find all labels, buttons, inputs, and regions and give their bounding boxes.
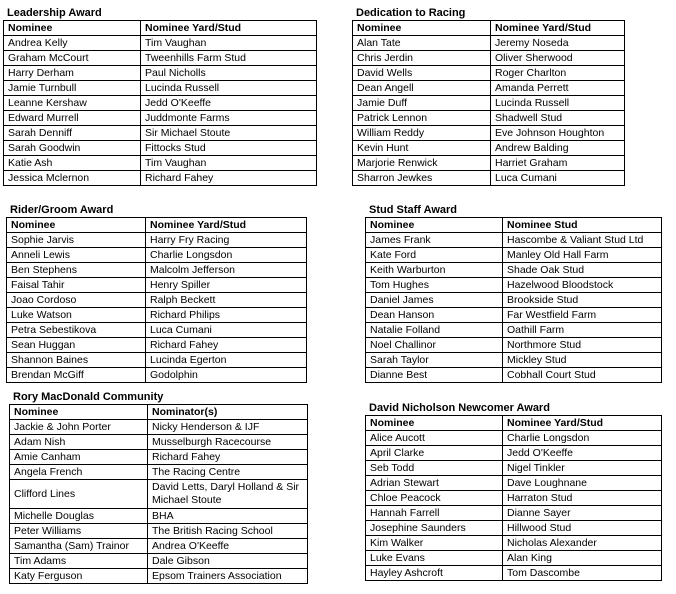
table-row (366, 491, 662, 506)
nominee-cell: William Reddy (353, 126, 491, 141)
nominee-cell: Faisal Tahir (7, 278, 146, 293)
yard-cell: Roger Charlton (491, 66, 625, 81)
section-title: David Nicholson Newcomer Award (369, 402, 550, 414)
table-row (10, 569, 308, 584)
nominee-column-header: Nominee (10, 405, 148, 420)
table-row (4, 126, 317, 141)
yard-cell: Harry Fry Racing (146, 233, 307, 248)
nominee-cell: Harry Derham (4, 66, 141, 81)
table-row (366, 233, 662, 248)
nominee-cell: Jamie Turnbull (4, 81, 141, 96)
table-row (366, 263, 662, 278)
nominee-cell: Dean Angell (353, 81, 491, 96)
rider-groom-award-section (6, 204, 307, 383)
yard-cell: Charlie Longsdon (146, 248, 307, 263)
nominee-cell: Noel Challinor (366, 338, 503, 353)
table-row (366, 368, 662, 383)
table-row (7, 263, 307, 278)
nominee-cell: Petra Sebestikova (7, 323, 146, 338)
yard-cell: Tweenhills Farm Stud (141, 51, 317, 66)
nominee-cell: Sarah Goodwin (4, 141, 141, 156)
table-row (10, 480, 308, 509)
table-row (7, 323, 307, 338)
nominee-cell: Anneli Lewis (7, 248, 146, 263)
yard-cell: Harriet Graham (491, 156, 625, 171)
yard-cell: Andrew Balding (491, 141, 625, 156)
table-header-row (10, 405, 308, 420)
nominee-cell: Kate Ford (366, 248, 503, 263)
table-header-row (366, 218, 662, 233)
table-row (366, 446, 662, 461)
yard-cell: Tom Dascombe (503, 566, 662, 581)
nominee-table (352, 20, 625, 186)
nominee-cell: Joao Cordoso (7, 293, 146, 308)
yard-cell: David Letts, Daryl Holland & Sir Michael Stoute (148, 480, 308, 509)
yard-cell: BHA (148, 509, 308, 524)
table-row (7, 338, 307, 353)
stud-staff-award-section (365, 204, 662, 383)
yard-cell: Juddmonte Farms (141, 111, 317, 126)
yard-cell: Jeremy Noseda (491, 36, 625, 51)
yard-cell: Musselburgh Racecourse (148, 435, 308, 450)
yard-cell: Oliver Sherwood (491, 51, 625, 66)
table-row (7, 278, 307, 293)
yard-cell: Shade Oak Stud (503, 263, 662, 278)
table-row (366, 293, 662, 308)
nominee-cell: Tom Hughes (366, 278, 503, 293)
nominee-cell: Jessica Mclernon (4, 171, 141, 186)
table-row (366, 323, 662, 338)
yard-cell: Cobhall Court Stud (503, 368, 662, 383)
table-row (366, 566, 662, 581)
table-row (366, 278, 662, 293)
table-row (353, 66, 625, 81)
yard-cell: Lucinda Russell (141, 81, 317, 96)
table-row (366, 521, 662, 536)
nominee-cell: Daniel James (366, 293, 503, 308)
nominee-column-header: Nominee (366, 416, 503, 431)
table-row (366, 338, 662, 353)
nominee-cell: Keith Warburton (366, 263, 503, 278)
nominee-cell: Alan Tate (353, 36, 491, 51)
nominee-cell: Peter Williams (10, 524, 148, 539)
yard-cell: Shadwell Stud (491, 111, 625, 126)
nominee-cell: Adrian Stewart (366, 476, 503, 491)
table-row (7, 248, 307, 263)
table-row (353, 51, 625, 66)
table-row (10, 450, 308, 465)
nominee-cell: Angela French (10, 465, 148, 480)
nominee-cell: Kim Walker (366, 536, 503, 551)
table-row (4, 156, 317, 171)
yard-cell: Epsom Trainers Association (148, 569, 308, 584)
yard-column-header: Nominee Yard/Stud (491, 21, 625, 36)
nominee-cell: Sophie Jarvis (7, 233, 146, 248)
nominee-cell: Hannah Farrell (366, 506, 503, 521)
yard-cell: Jedd O'Keeffe (141, 96, 317, 111)
nominee-cell: Ben Stephens (7, 263, 146, 278)
nominee-cell: Luke Evans (366, 551, 503, 566)
nominee-table (6, 217, 307, 383)
yard-cell: The British Racing School (148, 524, 308, 539)
yard-cell: Luca Cumani (491, 171, 625, 186)
section-title: Dedication to Racing (356, 7, 466, 19)
yard-cell: Dave Loughnane (503, 476, 662, 491)
yard-cell: Oathill Farm (503, 323, 662, 338)
table-row (366, 476, 662, 491)
nominee-cell: Jackie & John Porter (10, 420, 148, 435)
dedication-to-racing-section (352, 7, 625, 186)
table-row (353, 111, 625, 126)
nominee-cell: Clifford Lines (10, 480, 148, 509)
table-row (353, 156, 625, 171)
leadership-award-section (3, 7, 317, 186)
nominee-cell: Chloe Peacock (366, 491, 503, 506)
table-row (4, 111, 317, 126)
nominee-cell: David Wells (353, 66, 491, 81)
table-row (353, 171, 625, 186)
table-row (7, 293, 307, 308)
table-row (10, 509, 308, 524)
yard-cell: Nicholas Alexander (503, 536, 662, 551)
table-row (366, 308, 662, 323)
table-row (366, 551, 662, 566)
table-row (366, 248, 662, 263)
table-row (10, 435, 308, 450)
table-header-row (353, 21, 625, 36)
david-nicholson-newcomer-award-section (365, 402, 662, 581)
nominee-cell: Hayley Ashcroft (366, 566, 503, 581)
table-row (353, 126, 625, 141)
yard-cell: Richard Fahey (146, 338, 307, 353)
nominee-table (3, 20, 317, 186)
yard-cell: Brookside Stud (503, 293, 662, 308)
yard-cell: Henry Spiller (146, 278, 307, 293)
nominee-cell: Natalie Folland (366, 323, 503, 338)
nominee-cell: Tim Adams (10, 554, 148, 569)
table-header-row (366, 416, 662, 431)
table-row (10, 539, 308, 554)
yard-cell: The Racing Centre (148, 465, 308, 480)
nominee-cell: Graham McCourt (4, 51, 141, 66)
table-row (366, 536, 662, 551)
nominee-cell: Marjorie Renwick (353, 156, 491, 171)
yard-cell: Jedd O'Keeffe (503, 446, 662, 461)
nominee-cell: Jamie Duff (353, 96, 491, 111)
table-row (353, 96, 625, 111)
yard-cell: Mickley Stud (503, 353, 662, 368)
yard-cell: Dianne Sayer (503, 506, 662, 521)
table-row (353, 81, 625, 96)
yard-cell: Luca Cumani (146, 323, 307, 338)
yard-cell: Hillwood Stud (503, 521, 662, 536)
section-title: Rider/Groom Award (10, 204, 114, 216)
nominee-column-header: Nominee (353, 21, 491, 36)
section-title: Stud Staff Award (369, 204, 458, 216)
table-header-row (7, 218, 307, 233)
table-row (7, 308, 307, 323)
table-row (366, 353, 662, 368)
yard-cell: Lucinda Egerton (146, 353, 307, 368)
table-row (366, 461, 662, 476)
nominee-cell: April Clarke (366, 446, 503, 461)
table-row (366, 506, 662, 521)
table-row (353, 36, 625, 51)
nominee-cell: James Frank (366, 233, 503, 248)
yard-cell: Fittocks Stud (141, 141, 317, 156)
yard-column-header: Nominee Yard/Stud (503, 416, 662, 431)
nominee-cell: Dianne Best (366, 368, 503, 383)
nominee-cell: Adam Nish (10, 435, 148, 450)
nominee-column-header: Nominee (4, 21, 141, 36)
nominee-cell: Edward Murrell (4, 111, 141, 126)
yard-cell: Richard Philips (146, 308, 307, 323)
table-row (4, 141, 317, 156)
yard-cell: Tim Vaughan (141, 156, 317, 171)
table-row (4, 51, 317, 66)
table-row (4, 171, 317, 186)
nominee-table (9, 404, 308, 584)
nominee-cell: Samantha (Sam) Trainor (10, 539, 148, 554)
nominee-cell: Leanne Kershaw (4, 96, 141, 111)
nominee-cell: Sarah Taylor (366, 353, 503, 368)
nominee-cell: Dean Hanson (366, 308, 503, 323)
table-row (10, 420, 308, 435)
nominee-cell: Sharron Jewkes (353, 171, 491, 186)
yard-cell: Richard Fahey (148, 450, 308, 465)
nominee-column-header: Nominee (7, 218, 146, 233)
yard-cell: Manley Old Hall Farm (503, 248, 662, 263)
yard-column-header: Nominee Stud (503, 218, 662, 233)
section-title: Rory MacDonald Community (13, 391, 164, 403)
yard-cell: Malcolm Jefferson (146, 263, 307, 278)
nominee-cell: Brendan McGiff (7, 368, 146, 383)
table-row (4, 66, 317, 81)
yard-cell: Eve Johnson Houghton (491, 126, 625, 141)
yard-cell: Richard Fahey (141, 171, 317, 186)
nominee-cell: Shannon Baines (7, 353, 146, 368)
yard-column-header: Nominee Yard/Stud (146, 218, 307, 233)
yard-cell: Andrea O'Keeffe (148, 539, 308, 554)
nominee-cell: Seb Todd (366, 461, 503, 476)
nominee-cell: Sean Huggan (7, 338, 146, 353)
nominee-cell: Patrick Lennon (353, 111, 491, 126)
yard-cell: Lucinda Russell (491, 96, 625, 111)
table-row (7, 368, 307, 383)
nominee-table (365, 217, 662, 383)
yard-cell: Tim Vaughan (141, 36, 317, 51)
yard-cell: Nigel Tinkler (503, 461, 662, 476)
yard-cell: Harraton Stud (503, 491, 662, 506)
yard-cell: Godolphin (146, 368, 307, 383)
nominee-cell: Amie Canham (10, 450, 148, 465)
yard-column-header: Nominator(s) (148, 405, 308, 420)
table-row (10, 554, 308, 569)
yard-cell: Hascombe & Valiant Stud Ltd (503, 233, 662, 248)
table-row (7, 353, 307, 368)
nominee-cell: Katy Ferguson (10, 569, 148, 584)
section-title: Leadership Award (7, 7, 102, 19)
nominee-cell: Michelle Douglas (10, 509, 148, 524)
table-row (10, 465, 308, 480)
table-row (10, 524, 308, 539)
nominee-cell: Chris Jerdin (353, 51, 491, 66)
yard-cell: Sir Michael Stoute (141, 126, 317, 141)
nominee-cell: Alice Aucott (366, 431, 503, 446)
yard-cell: Nicky Henderson & IJF (148, 420, 308, 435)
nominee-cell: Andrea Kelly (4, 36, 141, 51)
nominee-cell: Kevin Hunt (353, 141, 491, 156)
table-row (4, 36, 317, 51)
yard-cell: Dale Gibson (148, 554, 308, 569)
yard-cell: Charlie Longsdon (503, 431, 662, 446)
yard-cell: Hazelwood Bloodstock (503, 278, 662, 293)
nominee-column-header: Nominee (366, 218, 503, 233)
nominee-cell: Katie Ash (4, 156, 141, 171)
table-row (353, 141, 625, 156)
rory-macdonald-community-section (9, 391, 308, 584)
yard-cell: Alan King (503, 551, 662, 566)
table-row (7, 233, 307, 248)
table-row (366, 431, 662, 446)
yard-cell: Ralph Beckett (146, 293, 307, 308)
table-row (4, 96, 317, 111)
table-row (4, 81, 317, 96)
yard-cell: Amanda Perrett (491, 81, 625, 96)
yard-cell: Far Westfield Farm (503, 308, 662, 323)
nominee-cell: Sarah Denniff (4, 126, 141, 141)
nominee-cell: Luke Watson (7, 308, 146, 323)
nominee-table (365, 415, 662, 581)
nominee-cell: Josephine Saunders (366, 521, 503, 536)
yard-cell: Northmore Stud (503, 338, 662, 353)
table-header-row (4, 21, 317, 36)
yard-column-header: Nominee Yard/Stud (141, 21, 317, 36)
yard-cell: Paul Nicholls (141, 66, 317, 81)
